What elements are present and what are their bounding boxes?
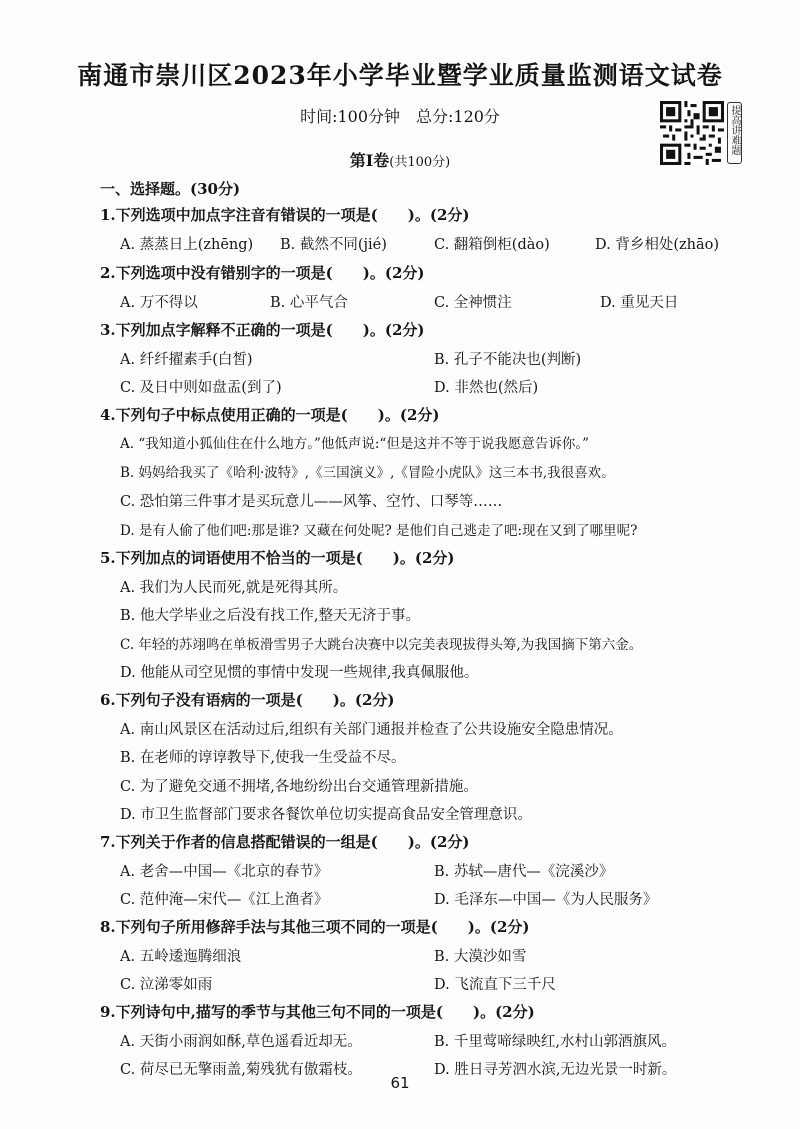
option: D. 他能从司空见惯的事情中发现一些规律,我真佩服他。 [120, 665, 479, 681]
option: A. 纤纤擢素手(白皙) [120, 352, 253, 368]
option: C. 及日中则如盘盂(到了) [120, 380, 282, 396]
option: C. 全神惯注 [434, 295, 512, 311]
option: B. 大漠沙如雪 [434, 949, 527, 965]
volume-title [0, 148, 800, 171]
option: C. 为了避免交通不拥堵,各地纷纷出台交通管理新措施。 [120, 779, 478, 795]
option: C. 恐怕第三件事才是买玩意儿——风筝、空竹、口琴等…… [120, 494, 503, 510]
question-stem: 2.下列选项中没有错别字的一项是( )。(2分) [100, 264, 425, 282]
option: D. 背乡相处(zhāo) [595, 237, 719, 253]
exam-time-score: 时间:100分钟 总分:120分 [300, 107, 500, 126]
section-heading: 一、选择题。(30分) [100, 180, 241, 198]
option: D. 胜日寻芳泗水滨,无边光景一时新。 [434, 1062, 677, 1078]
question-stem: 6.下列句子没有语病的一项是( )。(2分) [100, 691, 395, 709]
option: B. 千里莺啼绿映红,水村山郭酒旗风。 [434, 1034, 676, 1050]
question-stem: 5.下列加点的词语使用不恰当的一项是( )。(2分) [100, 549, 455, 567]
option: B. 孔子不能决也(判断) [434, 352, 582, 368]
option: C. 年轻的苏翊鸣在单板滑雪男子大跳台决赛中以完美表现拔得头筹,为我国摘下第六金。 [120, 637, 643, 653]
option: D. 是有人偷了他们吧:那是谁? 又藏在何处呢? 是他们自己逃走了吧:现在又到了哪里呢? [120, 523, 638, 539]
volume-name: 第Ⅰ卷 [349, 151, 390, 170]
option: B. 在老师的谆谆教导下,使我一生受益不尽。 [120, 750, 406, 766]
option: C. 荷尽已无擎雨盖,菊残犹有傲霜枝。 [120, 1062, 362, 1078]
option: D. 市卫生监督部门要求各餐饮单位切实提高食品安全管理意识。 [120, 807, 532, 823]
option: A. “我知道小狐仙住在什么地方。”他低声说:“但是这并不等于说我愿意告诉你。” [120, 436, 589, 452]
question-stem: 7.下列关于作者的信息搭配错误的一组是( )。(2分) [100, 833, 470, 851]
exam-title: 南通市崇川区2023年小学毕业暨学业质量监测语文试卷 [77, 61, 723, 90]
option: C. 翻箱倒柜(dào) [434, 237, 550, 253]
option: A. 万不得以 [120, 295, 198, 311]
option: A. 南山风景区在活动过后,组织有关部门通报并检查了公共设施安全隐患情况。 [120, 722, 623, 738]
option: B. 妈妈给我买了《哈利·波特》,《三国演义》,《冒险小虎队》这三本书,我很喜欢。 [120, 465, 615, 481]
volume-score: (共100分) [389, 155, 451, 170]
option: A. 蒸蒸日上(zhēng) [120, 237, 254, 253]
option: A. 五岭逶迤腾细浪 [120, 949, 242, 965]
qr-label: 提高讲难题 [727, 102, 742, 164]
question-stem: 1.下列选项中加点字注音有错误的一项是( )。(2分) [100, 206, 470, 224]
option: D. 非然也(然后) [434, 380, 539, 396]
question-stem: 8.下列句子所用修辞手法与其他三项不同的一项是( )。(2分) [100, 918, 530, 936]
page-number: 61 [390, 1074, 410, 1092]
question-stem: 9.下列诗句中,描写的季节与其他三句不同的一项是( )。(2分) [100, 1003, 535, 1021]
option: D. 飞流直下三千尺 [434, 977, 556, 993]
option: C. 泣涕零如雨 [120, 977, 213, 993]
option: B. 他大学毕业之后没有找工作,整天无济于事。 [120, 608, 420, 624]
option: D. 毛泽东—中国—《为人民服务》 [434, 892, 658, 908]
question-stem: 4.下列句子中标点使用正确的一项是( )。(2分) [100, 406, 440, 424]
option: A. 我们为人民而死,就是死得其所。 [120, 580, 348, 596]
option: C. 范仲淹—宋代—《江上渔者》 [120, 892, 329, 908]
option: B. 苏轼—唐代—《浣溪沙》 [434, 864, 614, 880]
option: D. 重见天日 [600, 295, 679, 311]
option: A. 老舍—中国—《北京的春节》 [120, 864, 329, 880]
option: A. 天街小雨润如酥,草色遥看近却无。 [120, 1034, 362, 1050]
question-stem: 3.下列加点字解释不正确的一项是( )。(2分) [100, 321, 425, 339]
option: B. 心平气合 [270, 295, 348, 311]
option: B. 截然不同(jié) [280, 237, 387, 253]
